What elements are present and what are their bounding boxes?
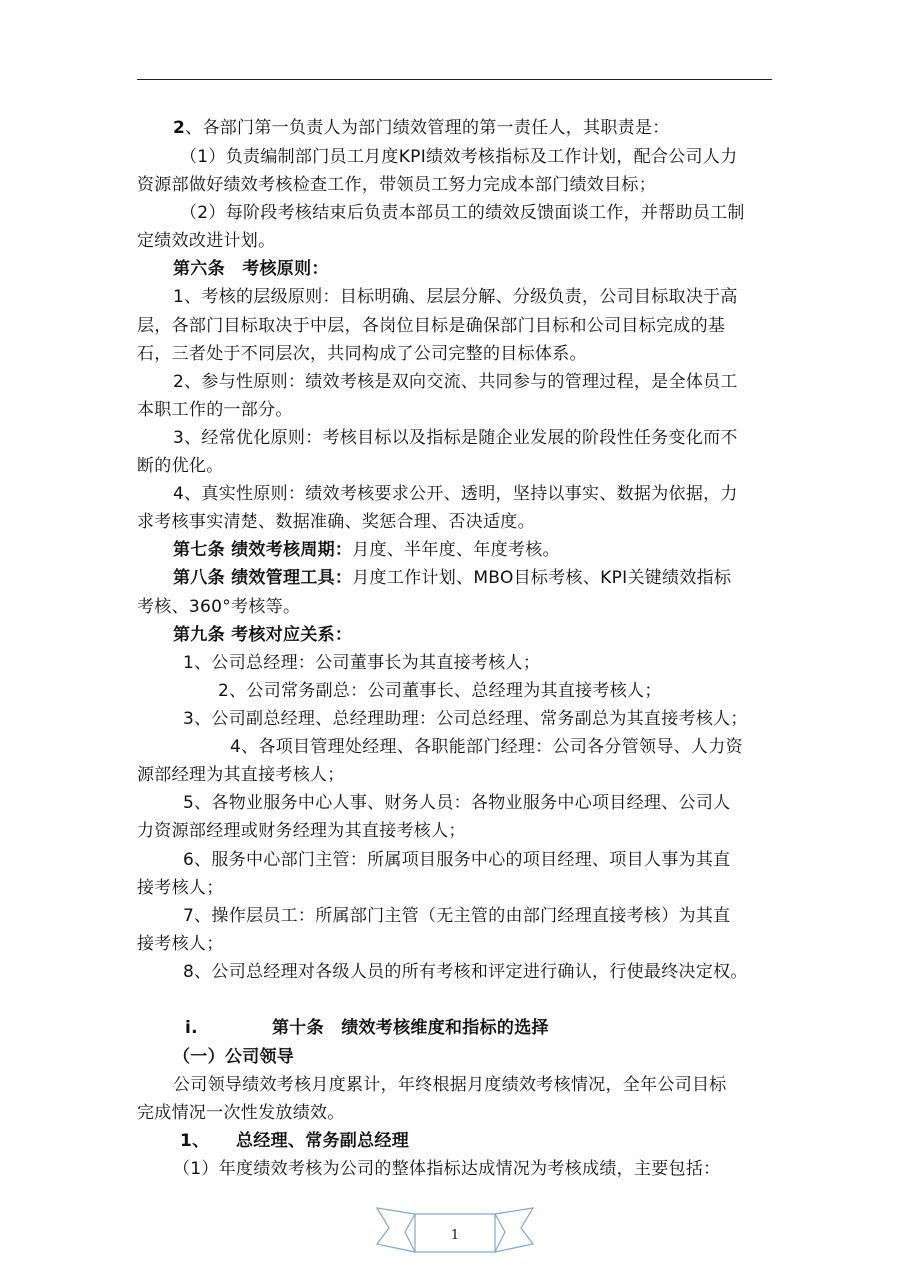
paragraph-line: 3、公司副总经理、总经理助理：公司总经理、常务副总为其直接考核人； [183,709,748,729]
paragraph-line: （1）年度绩效考核为公司的整体指标达成情况为考核成绩，主要包括： [173,1159,721,1179]
paragraph-line: 3、经常优化原则：考核目标以及指标是随企业发展的阶段性任务变化而不 [173,428,738,448]
article-heading: 第六条 考核原则： [173,259,329,279]
paragraph-line: 7、操作层员工：所属部门主管（无主管的由部门经理直接考核）为其直 [183,906,731,926]
paragraph-line: 8、公司总经理对各级人员的所有考核和评定进行确认，行使最终决定权。 [183,962,748,982]
paragraph-line: 6、服务中心部门主管：所属项目服务中心的项目经理、项目人事为其直 [183,850,731,870]
article-heading: 第九条 考核对应关系： [173,625,353,645]
paragraph-line: 接考核人； [137,878,224,898]
paragraph-line: 层，各部门目标取决于中层，各岗位目标是确保部门目标和公司目标完成的基 [137,316,726,336]
list-marker: i. [185,1018,198,1038]
paragraph-line: 断的优化。 [137,456,224,476]
list-marker: 1、 [180,1131,210,1151]
paragraph-line: 定绩效改进计划。 [137,231,276,251]
paragraph-line: 第七条 绩效考核周期：月度、半年度、年度考核。 [173,540,560,560]
header-rule [137,79,772,80]
paragraph-line: 力资源部经理或财务经理为其直接考核人； [137,821,466,841]
paragraph-line: 公司领导绩效考核月度累计，年终根据月度绩效考核情况，全年公司目标 [173,1075,727,1095]
paragraph-line: 源部经理为其直接考核人； [137,765,345,785]
paragraph-line: 1、公司总经理：公司董事长为其直接考核人； [183,653,541,673]
paragraph-line: （1）负责编制部门员工月度KPI绩效考核指标及工作计划，配合公司人力 [180,147,738,167]
paragraph-line: 本职工作的一部分。 [137,400,293,420]
article-heading: 第八条 绩效管理工具： [173,568,353,588]
paragraph-line: 2、各部门第一负责人为部门绩效管理的第一责任人，其职责是： [173,118,670,138]
paragraph-line: 2、公司常务副总：公司董事长、总经理为其直接考核人； [218,681,662,701]
paragraph-line: 考核、360°考核等。 [137,597,301,617]
paragraph-line: 完成情况一次性发放绩效。 [137,1103,345,1123]
paragraph-line: 接考核人； [137,934,224,954]
paragraph-line: 1、考核的层级原则：目标明确、层层分解、分级负责，公司目标取决于高 [173,287,738,307]
article-heading: 第七条 绩效考核周期： [173,540,353,560]
page-number-ribbon [375,1200,535,1260]
paragraph-line: 4、各项目管理处经理、各职能部门经理：公司各分管领导、人力资 [230,737,743,757]
paragraph-line: （2）每阶段考核结束后负责本部员工的绩效反馈面谈工作，并帮助员工制 [180,203,745,223]
paragraph-line: 石，三者处于不同层次，共同构成了公司完整的目标体系。 [137,344,587,364]
paragraph-line: 2、参与性原则：绩效考核是双向交流、共同参与的管理过程，是全体员工 [173,372,738,392]
article-heading: 第十条 绩效考核维度和指标的选择 [272,1018,549,1038]
section-heading: （一）公司领导 [173,1047,295,1067]
paragraph-line: 求考核事实清楚、数据准确、奖惩合理、否决适度。 [137,512,535,532]
paragraph-line: 第八条 绩效管理工具：月度工作计划、MBO目标考核、KPI关键绩效指标 [173,568,732,588]
paragraph-line: 资源部做好绩效考核检查工作，带领员工努力完成本部门绩效目标； [137,175,656,195]
paragraph-line: 5、各物业服务中心人事、财务人员：各物业服务中心项目经理、公司人 [183,793,731,813]
paragraph-line: 4、真实性原则：绩效考核要求公开、透明，坚持以事实、数据为依据，力 [173,484,738,504]
subsection-heading: 总经理、常务副总经理 [236,1131,409,1151]
page-number: 1 [450,1228,460,1243]
